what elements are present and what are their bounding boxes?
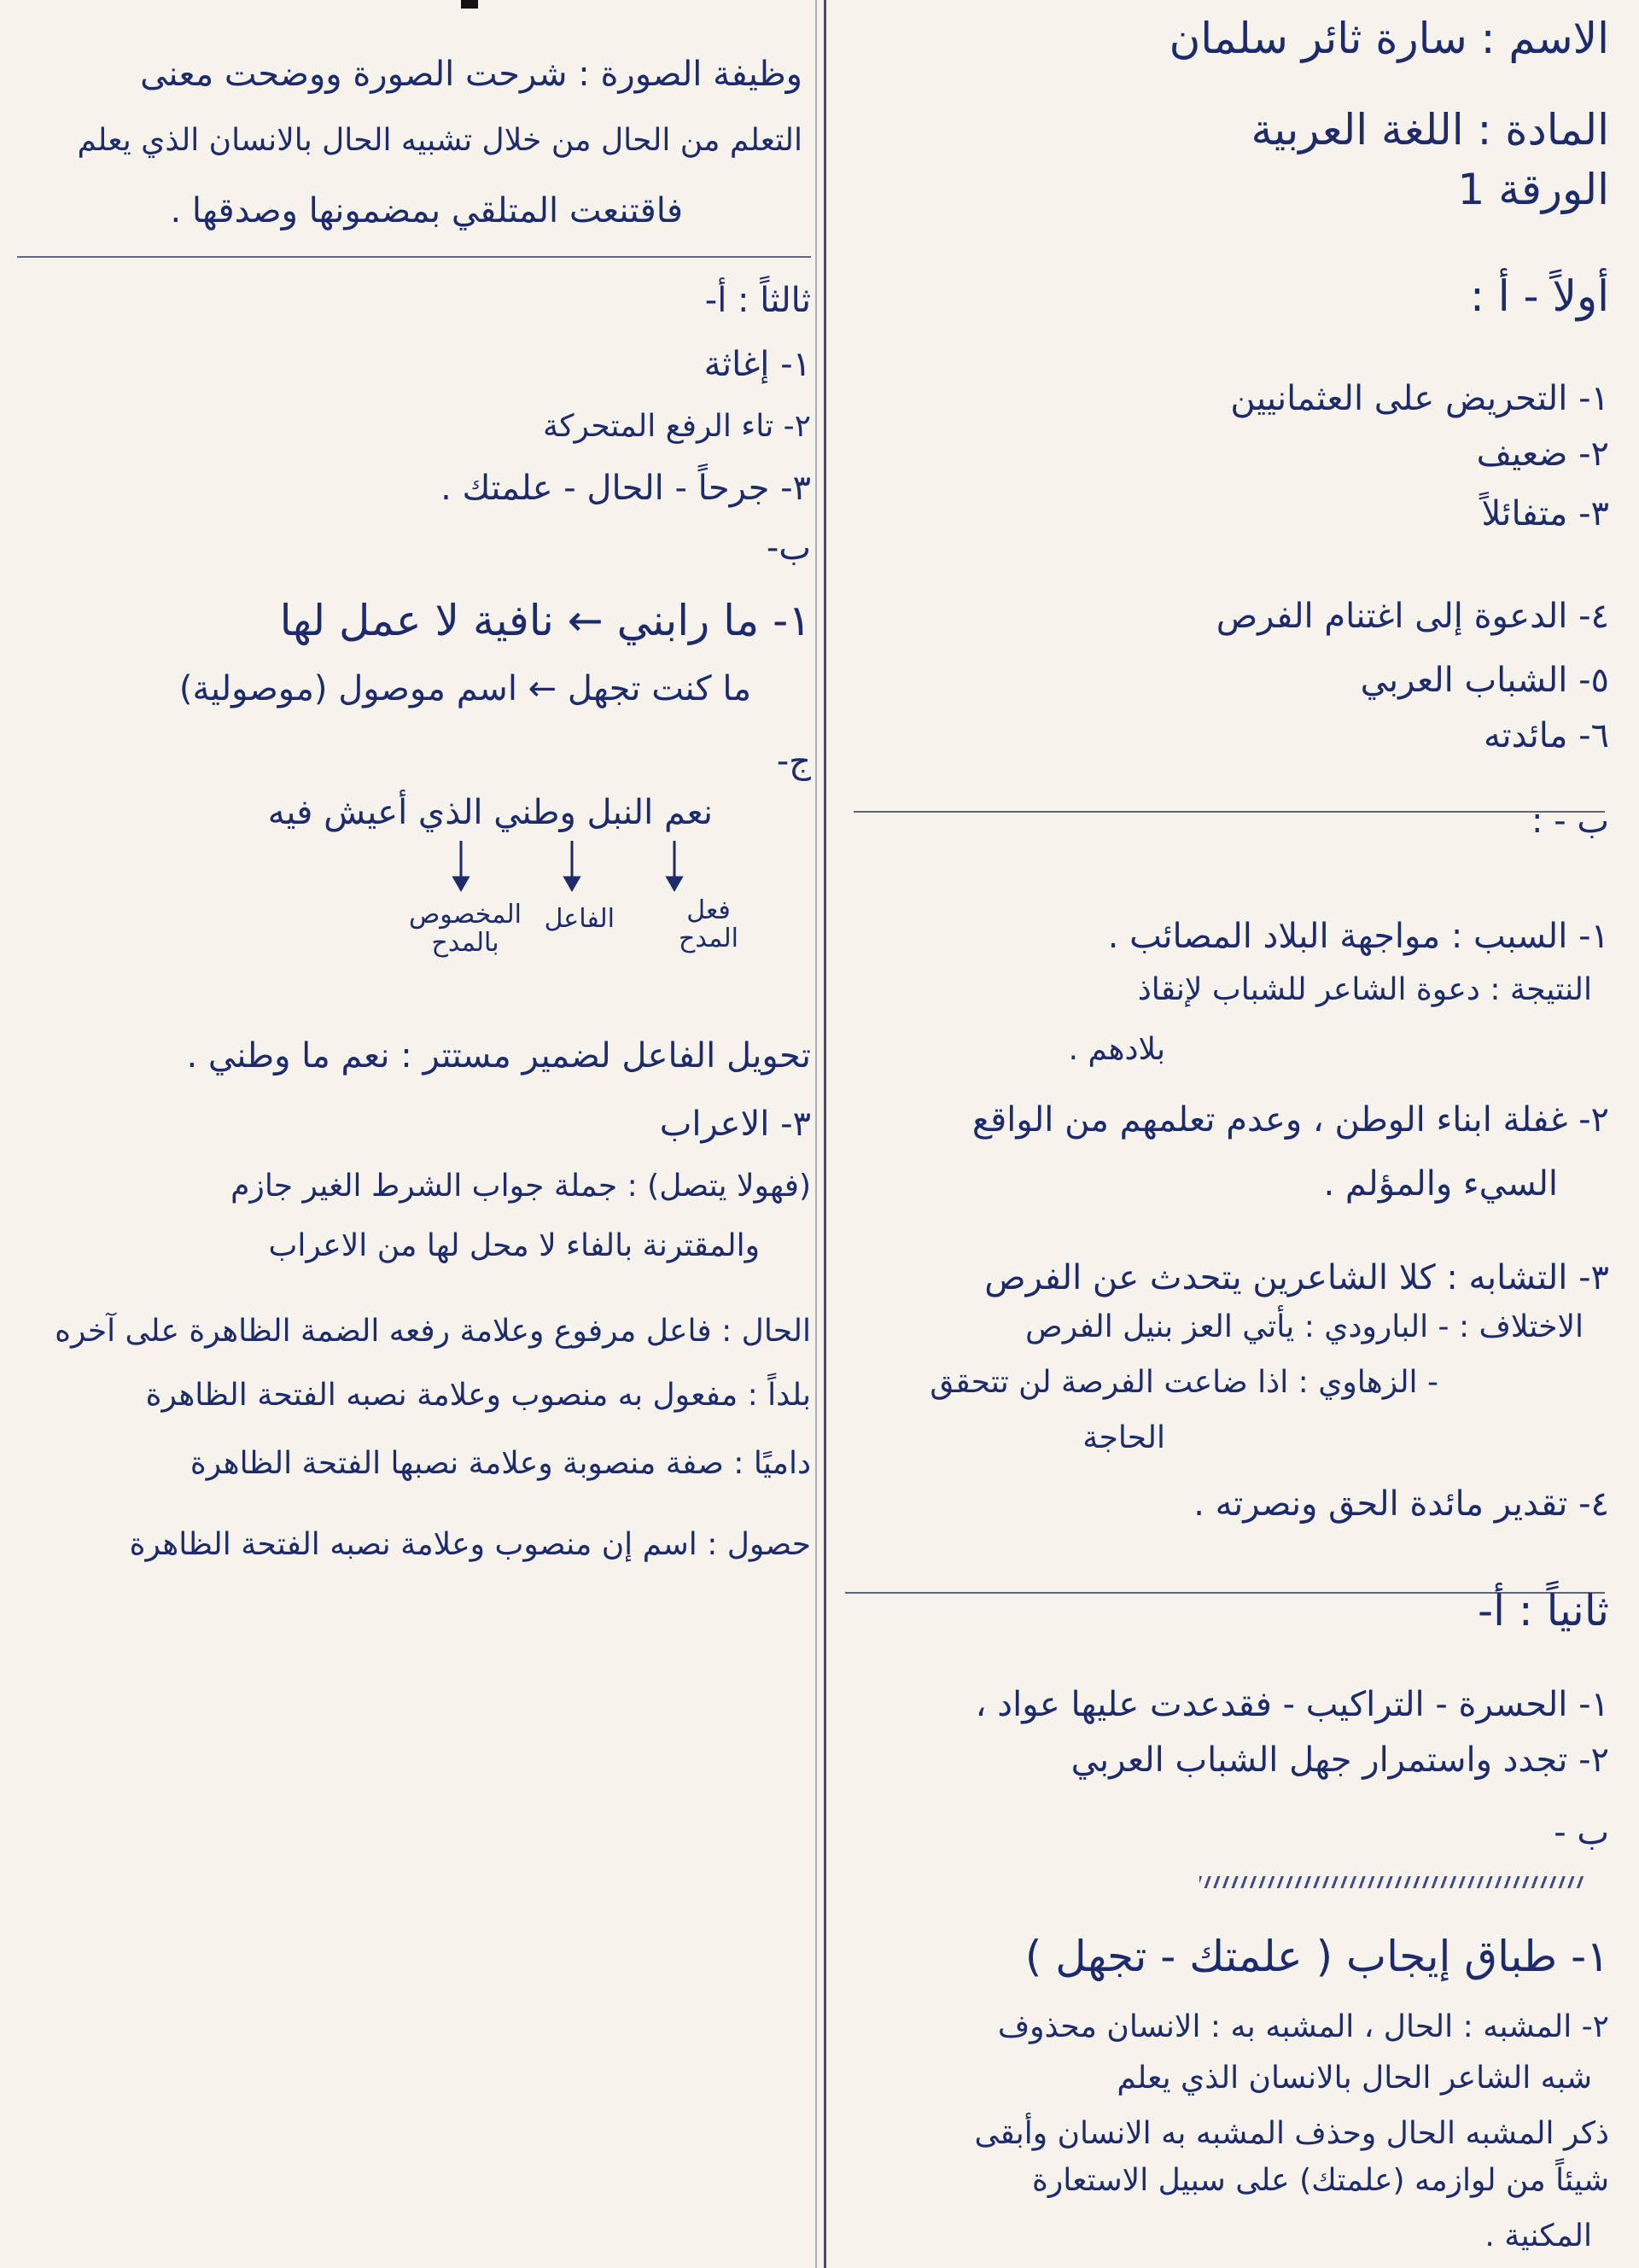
s1b-line-2: النتيجة : دعوة الشاعر للشباب لإنقاذ (1137, 972, 1592, 1007)
s1b-line-7: الاختلاف : - البارودي : يأتي العز بنيل الفرص (1025, 1309, 1584, 1344)
madh-sentence: نعم النبل وطني الذي أعيش فيه (267, 793, 713, 832)
left-column (17, 0, 811, 2268)
subject-line: المادة : اللغة العربية (1251, 105, 1609, 155)
intro-line-2: التعلم من الحال من خلال تشبيه الحال بالانسان الذي يعلم (77, 123, 802, 158)
s3-item-2: ٢- تاء الرفع المتحركة (543, 409, 811, 444)
s2b-line-6: المكنية . (1484, 2218, 1592, 2253)
s1-item-2: ٢- ضعيف (1476, 434, 1609, 474)
s2b-line-1: ١- طباق إيجاب ( علمتك - تجهل ) (1024, 1932, 1609, 1981)
right-column (841, 0, 1609, 2268)
label-fiel-madh: فعل المدح (679, 895, 738, 953)
s1-item-5: ٥- الشباب العربي (1360, 661, 1609, 700)
s1b-line-10: ٤- تقدير مائدة الحق ونصرته . (1193, 1484, 1609, 1524)
s1b-line-8: - الزهاوي : اذا ضاعت الفرصة لن تتحقق (930, 1365, 1438, 1400)
s2-item-1: ١- الحسرة - التراكيب - فقدعدت عليها عواد ، (975, 1685, 1609, 1724)
label-fael: الفاعل (544, 904, 615, 934)
section2-heading: ثانياً : أ- (1478, 1586, 1609, 1635)
s3-item-3: ٣- جرحاً - الحال - علمتك . (440, 469, 811, 508)
i3-heading: ٣- الاعراب (659, 1105, 811, 1144)
s2b-line-4: ذكر المشبه الحال وحذف المشبه به الانسان وأبقى (974, 2116, 1609, 2151)
i3-line-2: والمقترنة بالفاء لا محل لها من الاعراب (268, 1228, 760, 1263)
i3-line-5: داميًا : صفة منصوبة وعلامة نصبها الفتحة الظاهرة (190, 1446, 811, 1481)
section2b-heading: ب - (1554, 1813, 1609, 1852)
s3-item-1: ١- إغاثة (703, 345, 811, 384)
s1b-line-4: ٢- غفلة ابناء الوطن ، وعدم تعلمهم من الواقع (971, 1100, 1609, 1140)
section3c-heading: ج- (776, 742, 811, 781)
s1-item-3: ٣- متفائلاً (1481, 494, 1609, 533)
s1b-line-3: بلادهم . (1068, 1032, 1165, 1067)
s2b-line-2: ٢- المشبه : الحال ، المشبه به : الانسان محذوف (997, 2009, 1609, 2044)
conversion-line: تحويل الفاعل لضمير مستتر : نعم ما وطني . (186, 1036, 811, 1076)
s1b-line-1: ١- السبب : مواجهة البلاد المصائب . (1107, 917, 1609, 956)
s1-item-4: ٤- الدعوة إلى اغتنام الفرص (1216, 597, 1609, 636)
i3-line-3: الحال : فاعل مرفوع وعلامة رفعه الضمة الظاهرة على آخره (55, 1314, 811, 1349)
i3-line-4: بلداً : مفعول به منصوب وعلامة نصبه الفتحة الظاهرة (145, 1378, 811, 1413)
i3-line-6: حصول : اسم إن منصوب وعلامة نصبه الفتحة الظاهرة (129, 1527, 811, 1562)
crossed-out-text (1199, 1876, 1584, 1888)
label-makhsous: المخصوص بالمدح (409, 900, 522, 958)
paper-number: الورقة 1 (1457, 165, 1609, 214)
s1b-line-9: الحاجة (1082, 1420, 1165, 1455)
section1-heading: أولاً - أ : (1469, 271, 1609, 321)
s1-item-1: ١- التحريض على العثمانيين (1230, 379, 1609, 418)
section3b-heading: ب- (766, 528, 811, 568)
section1b-heading: ب - : (1531, 802, 1609, 841)
intro-line-1: وظيفة الصورة : شرحت الصورة ووضحت معنى (140, 55, 802, 94)
s2-item-2: ٢- تجدد واستمرار جهل الشباب العربي (1070, 1740, 1609, 1780)
s1-item-6: ٦- مائدته (1484, 716, 1609, 755)
s1b-line-5: السيء والمؤلم . (1323, 1164, 1558, 1204)
intro-line-3: فاقتنعت المتلقي بمضمونها وصدقها . (170, 191, 683, 230)
s3b-line-2: ما كنت تجهل ← اسم موصول (موصولية) (178, 669, 751, 708)
s1b-line-6: ٣- التشابه : كلا الشاعرين يتحدث عن الفرص (984, 1258, 1609, 1297)
s2b-line-3: شبه الشاعر الحال بالانسان الذي يعلم (1117, 2061, 1592, 2096)
s3b-line-1: ١- ما رابني ← نافية لا عمل لها (279, 596, 811, 645)
column-divider (824, 0, 826, 2268)
column-divider-shadow (815, 0, 817, 2268)
student-name: الاسم : سارة ثائر سلمان (1169, 14, 1609, 63)
i3-line-1: (فهولا يتصل) : جملة جواب الشرط الغير جازم (230, 1169, 811, 1204)
section3-heading: ثالثاً : أ- (704, 281, 811, 320)
s2b-line-5: شيئاً من لوازمه (علمتك) على سبيل الاستعارة (1032, 2163, 1609, 2198)
